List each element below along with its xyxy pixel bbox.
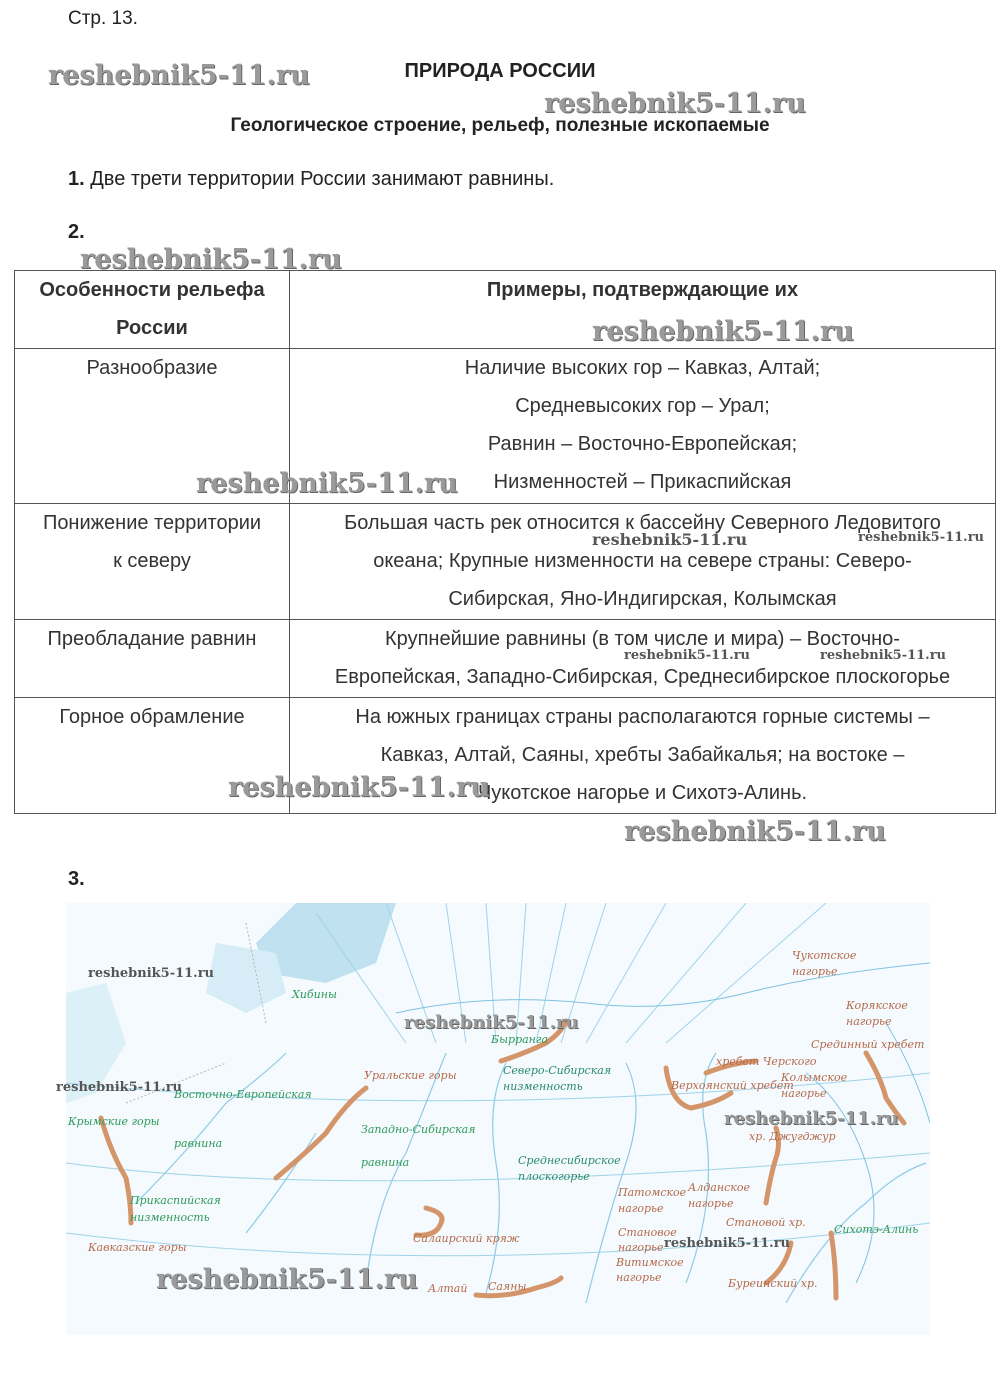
watermark: reshebnik5-11.ru bbox=[544, 88, 806, 119]
table-row bbox=[15, 620, 996, 698]
question-3-number: 3. bbox=[68, 868, 85, 890]
label-patom-2: нагорье bbox=[618, 1202, 664, 1215]
watermark: reshebnik5-11.ru bbox=[156, 1264, 418, 1295]
label-kolyma-2: нагорье bbox=[781, 1087, 827, 1100]
question-1 bbox=[68, 168, 554, 191]
question-1-answer: Две трети территории России занимают равнины. bbox=[90, 168, 555, 190]
example-line: Наличие высоких гор – Кавказ, Алтай; bbox=[464, 357, 821, 379]
watermark: reshebnik5-11.ru bbox=[592, 316, 854, 347]
example-line: Большая часть рек относится к бассейну Северного Ледовитого bbox=[344, 512, 941, 534]
page-title: ПРИРОДА РОССИИ bbox=[404, 60, 596, 82]
label-khibiny: Хибины bbox=[292, 988, 337, 1001]
label-sikhote-alin: Сихотэ-Алинь bbox=[834, 1223, 919, 1236]
example-line: Сибирская, Яно-Индигирская, Колымская bbox=[448, 588, 837, 610]
header-feature-line1: Особенности рельефа bbox=[39, 279, 265, 301]
watermark: reshebnik5-11.ru bbox=[56, 1080, 183, 1095]
label-ne-siberian-2: низменность bbox=[503, 1080, 583, 1093]
label-sayany: Саяны bbox=[488, 1280, 527, 1293]
label-chukotka-2: нагорье bbox=[792, 965, 838, 978]
label-bureinsky: Буреинский хр. bbox=[728, 1277, 818, 1290]
label-caucasus: Кавказские горы bbox=[88, 1241, 187, 1254]
label-central-siberian-1: Среднесибирское bbox=[518, 1154, 621, 1167]
examples-cell bbox=[290, 698, 996, 814]
label-crimea: Крымские горы bbox=[68, 1115, 160, 1128]
examples-cell bbox=[290, 504, 996, 620]
label-caspian-1: Прикаспийская bbox=[130, 1194, 221, 1207]
watermark: reshebnik5-11.ru bbox=[624, 648, 751, 663]
example-line: Крупнейшие равнины (в том числе и мира) – Восточно- bbox=[385, 628, 900, 650]
label-sredinny: Срединный хребет bbox=[811, 1038, 925, 1051]
header-examples-text: Примеры, подтверждающие их bbox=[486, 279, 799, 301]
watermark: reshebnik5-11.ru bbox=[228, 772, 490, 803]
label-central-siberian-2: плоскогорье bbox=[518, 1170, 590, 1183]
example-line: Равнин – Восточно-Европейская; bbox=[487, 433, 798, 455]
watermark: reshebnik5-11.ru bbox=[858, 530, 985, 545]
relief-table bbox=[14, 270, 996, 814]
label-chukotka-1: Чукотское bbox=[792, 949, 857, 962]
label-koryak-1: Корякское bbox=[846, 999, 908, 1012]
label-caspian-2: низменность bbox=[130, 1211, 210, 1224]
feature-cell bbox=[15, 620, 290, 698]
question-1-number: 1. bbox=[68, 168, 85, 190]
watermark: reshebnik5-11.ru bbox=[48, 60, 310, 91]
label-patom-1: Патомское bbox=[618, 1186, 687, 1199]
label-stanovoy-range: Становой хр. bbox=[726, 1216, 806, 1229]
example-line: Средневысоких гор – Урал; bbox=[515, 395, 770, 417]
label-west-siberian-1: Западно-Сибирская bbox=[361, 1123, 476, 1136]
label-byrranga: Бырранга bbox=[491, 1033, 549, 1046]
label-vitim-1: Витимское bbox=[616, 1256, 684, 1269]
label-salair: Салаирский кряж bbox=[413, 1232, 520, 1245]
feature-text: Понижение территории bbox=[42, 512, 262, 534]
feature-cell bbox=[15, 698, 290, 814]
label-kolyma-1: Колымское bbox=[781, 1071, 848, 1084]
label-koryak-2: нагорье bbox=[846, 1015, 892, 1028]
label-aldan-1: Алданское bbox=[688, 1181, 750, 1194]
label-ural: Уральские горы bbox=[364, 1069, 457, 1082]
question-2-number: 2. bbox=[68, 221, 85, 243]
label-stanovoe-1: Становое bbox=[618, 1226, 677, 1239]
label-altai: Алтай bbox=[428, 1282, 468, 1295]
label-dzhugdzhur: хр. Джугджур bbox=[749, 1130, 836, 1143]
examples-cell bbox=[290, 620, 996, 698]
label-verkhoyansk: Верхоянский хребет bbox=[671, 1079, 794, 1092]
example-line: океана; Крупные низменности на севере страны: Северо- bbox=[373, 550, 912, 572]
header-feature-line2: России bbox=[116, 317, 188, 339]
watermark: reshebnik5-11.ru bbox=[592, 530, 748, 549]
watermark: reshebnik5-11.ru bbox=[724, 1108, 899, 1129]
feature-text: Разнообразие bbox=[86, 357, 218, 379]
watermark: reshebnik5-11.ru bbox=[820, 648, 947, 663]
example-line: Низменностей – Прикаспийская bbox=[493, 471, 792, 493]
watermark: reshebnik5-11.ru bbox=[88, 966, 215, 981]
label-ne-siberian-1: Северо-Сибирская bbox=[503, 1064, 612, 1077]
label-stanovoe-2: нагорье bbox=[618, 1241, 664, 1254]
watermark: reshebnik5-11.ru bbox=[196, 468, 458, 499]
page-number: Стр. 13. bbox=[68, 8, 138, 29]
feature-cell bbox=[15, 349, 290, 504]
label-ravnina: равнина bbox=[174, 1137, 223, 1150]
label-vitim-2: нагорье bbox=[616, 1271, 662, 1284]
watermark: reshebnik5-11.ru bbox=[80, 244, 342, 275]
feature-text: к северу bbox=[113, 550, 191, 572]
page-subtitle: Геологическое строение, рельеф, полезные ископаемые bbox=[230, 115, 770, 136]
table-row bbox=[15, 504, 996, 620]
table-row bbox=[15, 349, 996, 504]
feature-text: Преобладание равнин bbox=[47, 628, 257, 650]
label-east-european: Восточно-Европейская bbox=[174, 1088, 312, 1101]
russia-relief-map bbox=[66, 903, 930, 1335]
examples-cell bbox=[290, 349, 996, 504]
example-line: Европейская, Западно-Сибирская, Среднесибирское плоскогорье bbox=[334, 666, 951, 688]
watermark: reshebnik5-11.ru bbox=[404, 1012, 579, 1033]
table-row bbox=[15, 698, 996, 814]
label-cherskogo: хребет Черского bbox=[716, 1055, 817, 1068]
header-feature bbox=[15, 271, 290, 349]
label-aldan-2: нагорье bbox=[688, 1197, 734, 1210]
example-line: Кавказ, Алтай, Саяны, хребты Забайкалья; на востоке – bbox=[380, 744, 905, 766]
watermark: reshebnik5-11.ru bbox=[624, 816, 886, 847]
example-line: На южных границах страны располагаются горные системы – bbox=[355, 706, 930, 728]
header-examples bbox=[290, 271, 996, 349]
watermark: reshebnik5-11.ru bbox=[664, 1236, 791, 1251]
feature-text: Горное обрамление bbox=[59, 706, 245, 728]
feature-cell bbox=[15, 504, 290, 620]
example-line: Чукотское нагорье и Сихотэ-Алинь. bbox=[477, 782, 808, 804]
label-west-siberian-2: равнина bbox=[361, 1156, 410, 1169]
table-header-row bbox=[15, 271, 996, 349]
